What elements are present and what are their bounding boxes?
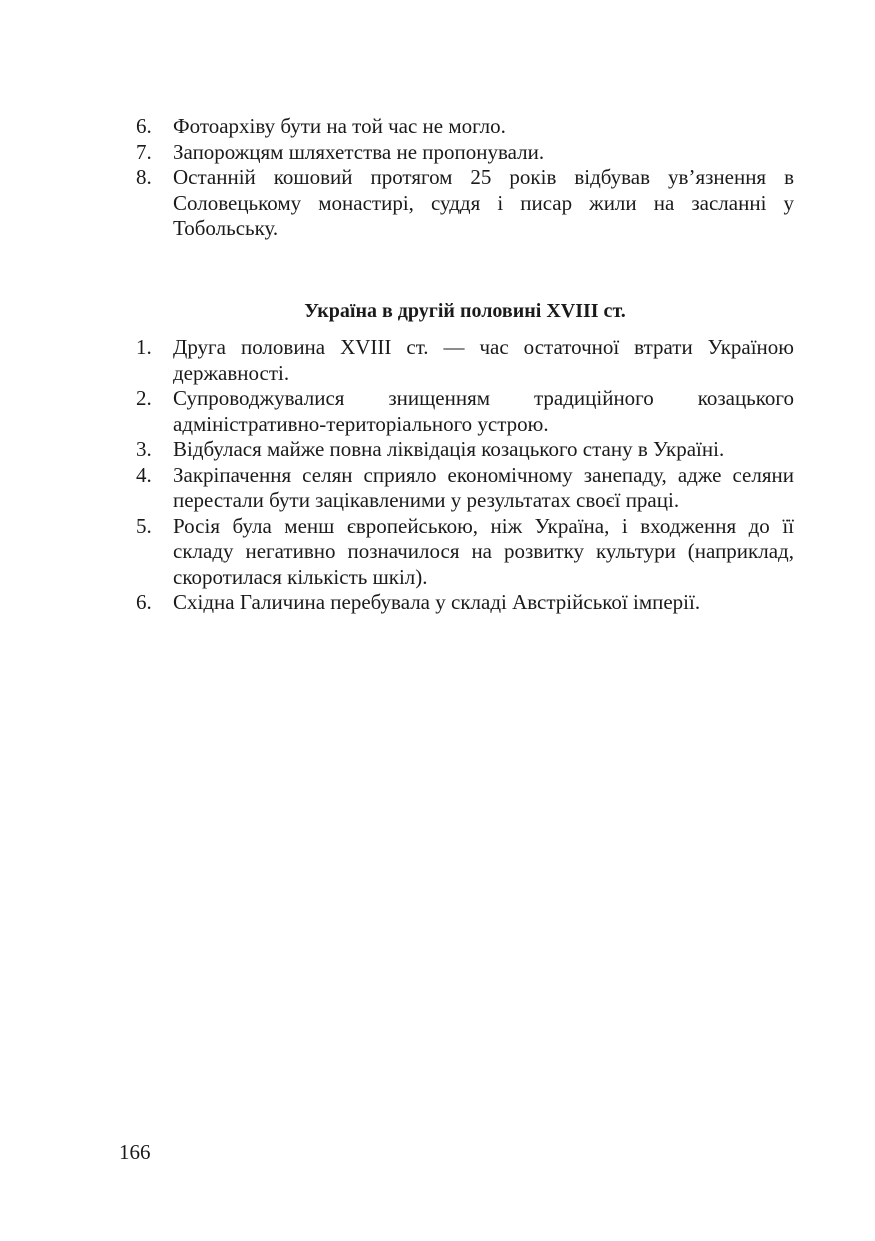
item-text: Східна Галичина перебувала у складі Австрійської імперії. [173, 590, 701, 614]
page-number: 166 [119, 1140, 151, 1164]
list-item [136, 463, 794, 514]
item-number: 2. [136, 386, 152, 410]
item-text: Друга половина XVIII ст. — час остаточної втрати Україною державності. [173, 335, 794, 385]
list-item [136, 590, 794, 616]
item-number: 7. [136, 139, 152, 164]
continued-answer-list [136, 114, 794, 242]
section-heading: Україна в другій половині XVIII ст. [304, 300, 626, 322]
list-item [136, 386, 794, 437]
item-number: 4. [136, 462, 152, 487]
item-text: Запорожцям шляхетства не пропонували. [173, 139, 545, 164]
item-number: 6. [136, 114, 152, 138]
item-text: Закріпачення селян сприяло економічному занепаду, адже селяни перестали бути зацікавленими у результатах своєї праці. [173, 462, 794, 512]
item-number: 5. [136, 513, 152, 538]
item-text: Відбулася майже повна ліквідація козацького стану в Україні. [173, 437, 725, 461]
list-item [136, 114, 794, 140]
item-number: 6. [136, 590, 152, 614]
list-item [136, 140, 794, 166]
section-answer-list [136, 335, 794, 616]
list-item [136, 437, 794, 463]
item-text: Останній кошовий протягом 25 років відбував ув’язнення в Соловецькому монастирі, суддя і писар жили на засланні у Тобольську. [173, 165, 794, 240]
item-text: Супроводжувалися знищенням традиційного козацького адміністративно-територіального устрою. [173, 386, 794, 436]
item-text: Росія була менш європейською, ніж Україна, і входження до її складу негативно позначилося на розвитку культури (наприклад, скоротилася кількість шкіл). [173, 513, 794, 589]
item-number: 8. [136, 165, 152, 189]
list-item [136, 335, 794, 386]
list-item [136, 165, 794, 242]
item-number: 3. [136, 437, 152, 461]
list-item [136, 514, 794, 591]
item-number: 1. [136, 335, 152, 359]
item-text: Фотоархіву бути на той час не могло. [173, 114, 506, 138]
